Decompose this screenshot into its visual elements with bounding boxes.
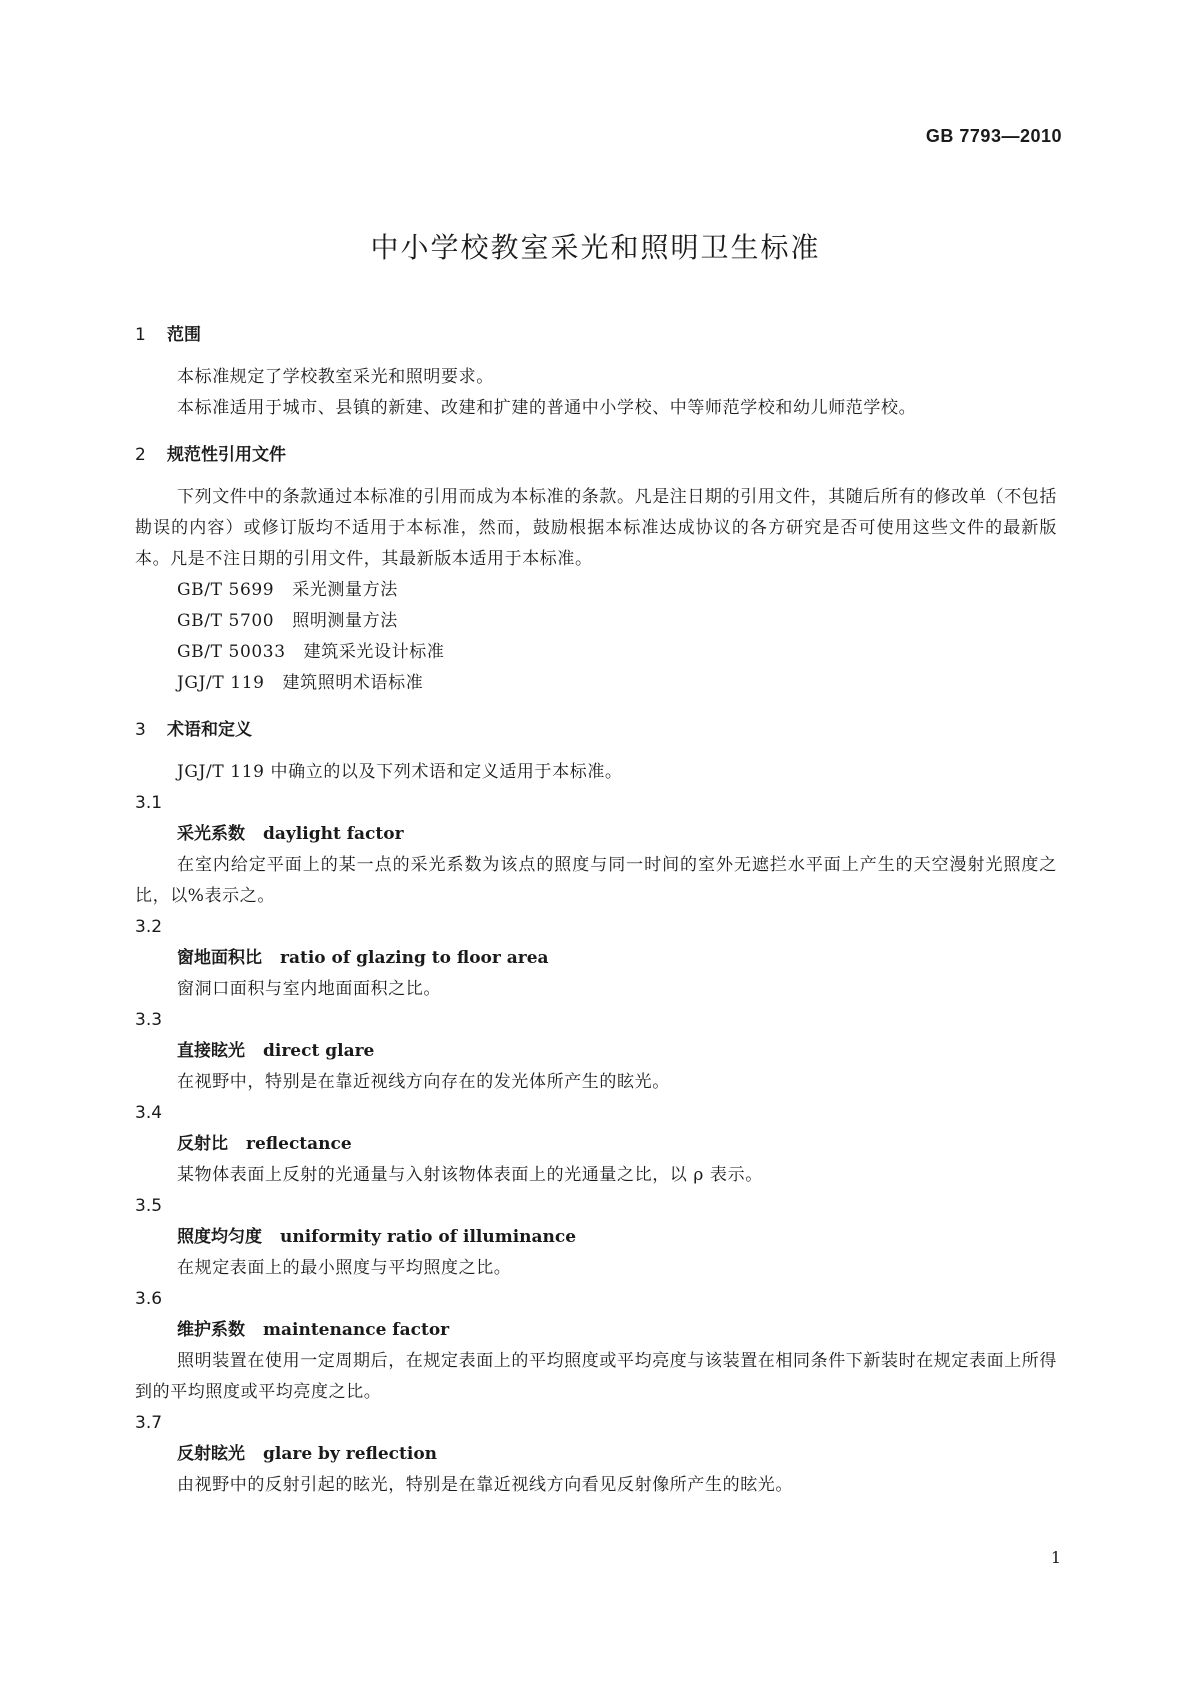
reference-item — [135, 606, 1057, 637]
term-number: 3.4 — [135, 1103, 163, 1123]
document-body — [135, 320, 1057, 1501]
section-title: 术语和定义 — [167, 720, 252, 740]
term-entry — [135, 1005, 1057, 1098]
term-entry — [135, 1191, 1057, 1284]
term-name-en: uniformity ratio of illuminance — [280, 1227, 577, 1247]
term-name-zh: 维护系数 — [177, 1320, 245, 1340]
term-name — [135, 1222, 1057, 1253]
reference-item — [135, 575, 1057, 606]
reference-code: GB/T 5699 — [177, 580, 275, 600]
reference-title: 建筑采光设计标准 — [303, 642, 445, 662]
section-3-heading — [135, 715, 1057, 745]
paragraph: 本标准规定了学校教室采光和照明要求。 — [177, 367, 494, 387]
term-number: 3.5 — [135, 1196, 163, 1216]
term-number: 3.7 — [135, 1413, 163, 1433]
reference-title: 建筑照明术语标准 — [282, 673, 424, 693]
term-number: 3.2 — [135, 917, 163, 937]
term-name-en: reflectance — [246, 1134, 352, 1154]
term-name-zh: 反射比 — [177, 1134, 228, 1154]
term-name-zh: 直接眩光 — [177, 1041, 245, 1061]
term-number: 3.1 — [135, 793, 163, 813]
term-name-zh: 采光系数 — [177, 824, 245, 844]
term-name — [135, 1439, 1057, 1470]
term-entry — [135, 1098, 1057, 1191]
term-name-en: maintenance factor — [263, 1320, 450, 1340]
reference-code: GB/T 5700 — [177, 611, 275, 631]
term-definition: 在室内给定平面上的某一点的采光系数为该点的照度与同一时间的室外无遮拦水平面上产生的天空漫射光照度之比，以%表示之。 — [135, 855, 1057, 906]
section-title: 规范性引用文件 — [167, 445, 286, 465]
standard-code: GB 7793—2010 — [925, 126, 1062, 146]
term-definition: 由视野中的反射引起的眩光，特别是在靠近视线方向看见反射像所产生的眩光。 — [177, 1475, 793, 1495]
section-number: 3 — [135, 720, 146, 740]
section-number: 1 — [135, 325, 146, 345]
term-entry — [135, 1408, 1057, 1501]
section-2-heading — [135, 440, 1057, 470]
reference-title: 采光测量方法 — [292, 580, 398, 600]
reference-item — [135, 668, 1057, 699]
term-definition: 在视野中，特别是在靠近视线方向存在的发光体所产生的眩光。 — [177, 1072, 670, 1092]
term-name — [135, 819, 1057, 850]
term-definition: 某物体表面上反射的光通量与入射该物体表面上的光通量之比，以 ρ 表示。 — [177, 1165, 763, 1185]
term-entry — [135, 1284, 1057, 1408]
term-name-en: daylight factor — [263, 824, 404, 844]
document-title: 中小学校教室采光和照明卫生标准 — [370, 231, 821, 264]
section-1-heading — [135, 320, 1057, 350]
term-entry — [135, 788, 1057, 912]
page-number: 1 — [1050, 1548, 1061, 1567]
reference-code: JGJ/T 119 — [177, 673, 265, 693]
term-name-zh: 反射眩光 — [177, 1444, 245, 1464]
reference-item — [135, 637, 1057, 668]
reference-title: 照明测量方法 — [292, 611, 398, 631]
term-name — [135, 1129, 1057, 1160]
term-name-en: ratio of glazing to floor area — [280, 948, 549, 968]
term-name-zh: 照度均匀度 — [177, 1227, 262, 1247]
paragraph: 本标准适用于城市、县镇的新建、改建和扩建的普通中小学校、中等师范学校和幼儿师范学校。 — [177, 398, 917, 418]
term-name — [135, 1315, 1057, 1346]
term-definition: 照明装置在使用一定周期后，在规定表面上的平均照度或平均亮度与该装置在相同条件下新装时在规定表面上所得到的平均照度或平均亮度之比。 — [135, 1351, 1057, 1402]
term-definition: 在规定表面上的最小照度与平均照度之比。 — [177, 1258, 512, 1278]
term-name-zh: 窗地面积比 — [177, 948, 262, 968]
term-name-en: glare by reflection — [263, 1444, 438, 1464]
term-name — [135, 1036, 1057, 1067]
section-title: 范围 — [167, 325, 201, 345]
term-number: 3.3 — [135, 1010, 163, 1030]
paragraph: 下列文件中的条款通过本标准的引用而成为本标准的条款。凡是注日期的引用文件，其随后所有的修改单（不包括勘误的内容）或修订版均不适用于本标准，然而，鼓励根据本标准达成协议的各方研究是否可使用这些文件的最新版本。凡是不注日期的引用文件，其最新版本适用于本标准。 — [135, 487, 1057, 569]
term-number: 3.6 — [135, 1289, 163, 1309]
term-definition: 窗洞口面积与室内地面面积之比。 — [177, 979, 441, 999]
term-name-en: direct glare — [263, 1041, 375, 1061]
term-name — [135, 943, 1057, 974]
term-entry — [135, 912, 1057, 1005]
section-number: 2 — [135, 445, 146, 465]
section-intro: JGJ/T 119 中确立的以及下列术语和定义适用于本标准。 — [177, 762, 623, 782]
reference-code: GB/T 50033 — [177, 642, 286, 662]
